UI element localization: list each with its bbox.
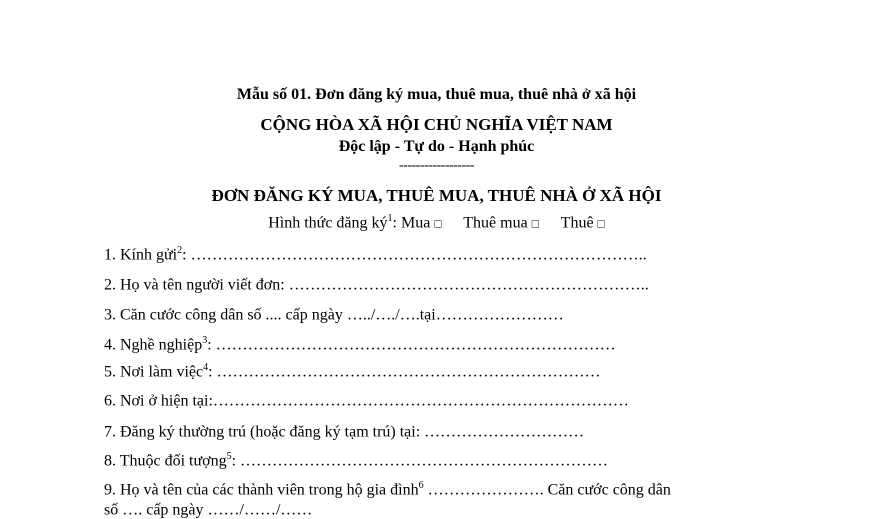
row-fill-line: : …………………………………………………………… [231, 452, 609, 470]
option-buy-label: Mua [400, 214, 431, 232]
footnote-ref: 6 [418, 480, 424, 491]
form-row-household-members [104, 480, 671, 499]
row-label: 3. Căn cước công dân số .... cấp ngày …../…./….tại [104, 306, 436, 324]
form-row-recipient [104, 245, 647, 264]
document-title: ĐƠN ĐĂNG KÝ MUA, THUÊ MUA, THUÊ NHÀ Ở XÃ HỘI [211, 186, 662, 205]
form-number-title: Mẫu số 01. Đơn đăng ký mua, thuê mua, thuê nhà ở xã hội [236, 86, 637, 103]
row-label: 5. Nơi làm việc [104, 363, 204, 381]
row-fill-line: : ………………………………………………………………………….. [182, 246, 647, 264]
row-fill-line: : ………………………………………………………………… [207, 336, 616, 354]
option-rent-label: Thuê [560, 214, 594, 232]
row-label: 4. Nghề nghiệp [104, 336, 203, 354]
row-fill-line: ………………………… [424, 423, 585, 441]
row-label: 1. Kính gửi [104, 246, 178, 264]
row-label: 6. Nơi ở hiện tại: [104, 392, 213, 410]
row-fill-line: : ……………………………………………………………… [208, 363, 601, 381]
form-row-beneficiary-group [104, 451, 608, 470]
footnote-ref: 2 [177, 245, 183, 256]
row-fill-line: ………………………………………………………….. [288, 276, 649, 294]
form-row-current-residence [104, 391, 629, 410]
row-label: 8. Thuộc đối tượng [104, 452, 227, 470]
option-lease-purchase-label: Thuê mua [463, 214, 528, 232]
footnote-ref: 4 [203, 362, 209, 373]
option-buy-checkbox[interactable]: □ [434, 216, 442, 231]
option-lease-purchase-checkbox[interactable]: □ [531, 216, 539, 231]
form-row-id-card [104, 305, 564, 324]
registration-type-line [0, 213, 873, 232]
form-row-workplace [104, 362, 601, 381]
footnote-ref: 5 [226, 451, 232, 462]
row-fill-line: …………………. Căn cước công dân [423, 481, 671, 499]
row-label: 7. Đăng ký thường trú (hoặc đăng ký tạm trú) tại: [104, 423, 425, 441]
country-name: CỘNG HÒA XÃ HỘI CHỦ NGHĨA VIỆT NAM [260, 115, 613, 134]
form-row-registered-residence [104, 422, 584, 441]
form-row-household-id-continued [104, 500, 312, 519]
row-fill-line: …………………………………………………………………… [212, 392, 629, 410]
option-rent-checkbox[interactable]: □ [597, 216, 605, 231]
row-label: số …. cấp ngày ……/……/…… [104, 501, 313, 519]
header-divider: ------------------ [399, 158, 474, 173]
registration-type-label: Hình thức đăng ký [268, 214, 388, 232]
form-row-occupation [104, 335, 616, 354]
footnote-ref: 3 [202, 335, 208, 346]
national-motto: Độc lập - Tự do - Hạnh phúc [338, 138, 535, 155]
registration-type-colon: : [392, 214, 401, 232]
row-fill-line: …………………… [435, 306, 564, 324]
row-label: 2. Họ và tên người viết đơn: [104, 276, 289, 294]
footnote-ref: 1 [387, 213, 393, 224]
form-row-applicant-name [104, 275, 649, 294]
row-label: 9. Họ và tên của các thành viên trong hộ gia đình [104, 481, 419, 499]
